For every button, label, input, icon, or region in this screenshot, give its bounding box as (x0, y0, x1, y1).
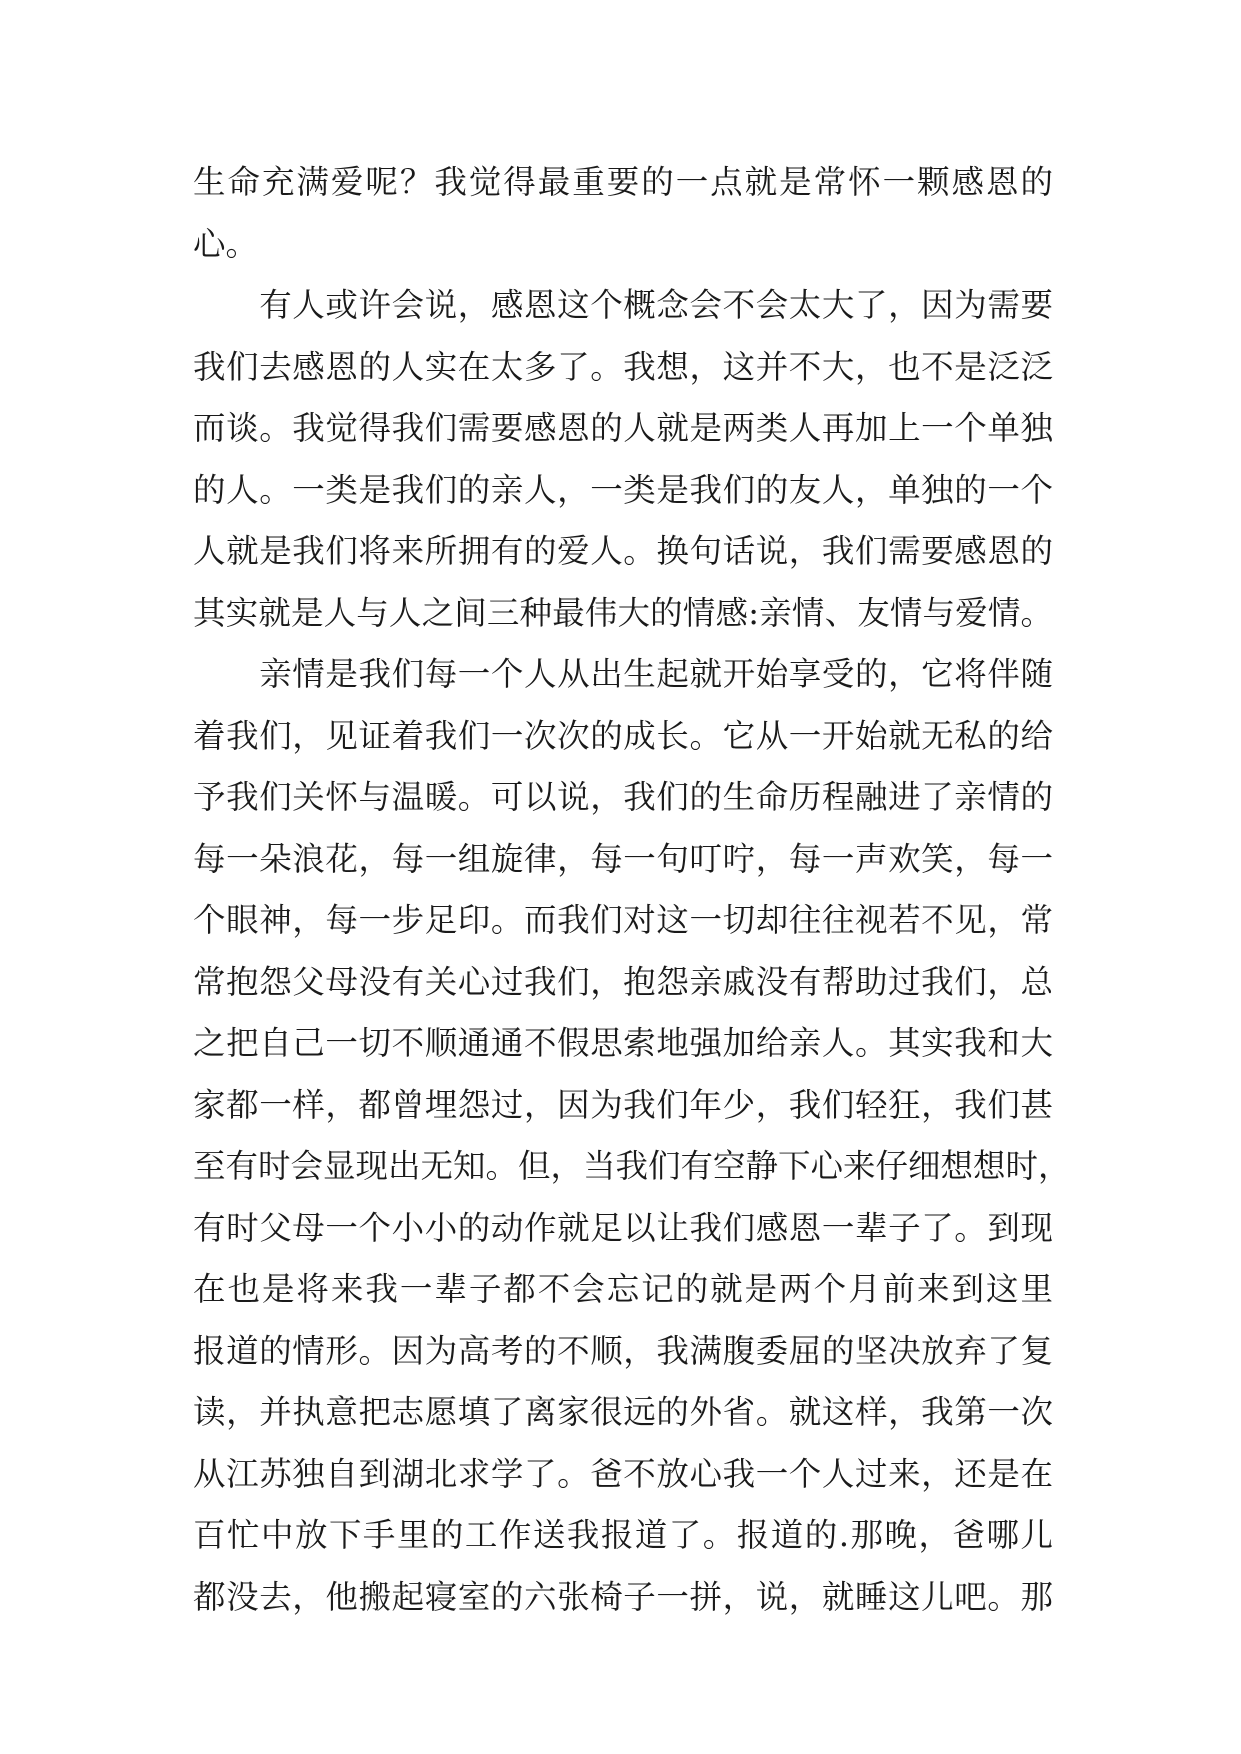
text-line: 每一朵浪花，每一组旋律，每一句叮咛，每一声欢笑，每一 (193, 839, 1053, 878)
text-line: 着我们，见证着我们一次次的成长。它从一开始就无私的给 (193, 716, 1053, 755)
text-line: 百忙中放下手里的工作送我报道了。报道的.那晚，爸哪儿 (193, 1516, 1053, 1554)
text-line: 常抱怨父母没有关心过我们，抱怨亲戚没有帮助过我们，总 (193, 962, 1053, 1001)
text-line: 而谈。我觉得我们需要感恩的人就是两类人再加上一个单独 (193, 409, 1053, 447)
text-line: 有人或许会说，感恩这个概念会不会太大了，因为需要 (193, 286, 1053, 324)
text-line: 我们去感恩的人实在太多了。我想，这并不大，也不是泛泛 (193, 347, 1053, 386)
text-line: 在也是将来我一辈子都不会忘记的就是两个月前来到这里 (193, 1270, 1053, 1308)
text-line: 生命充满爱呢？我觉得最重要的一点就是常怀一颗感恩的 (193, 163, 1053, 201)
text-line: 其实就是人与人之间三种最伟大的情感:亲情、友情与爱情。 (193, 593, 1053, 632)
text-line: 亲情是我们每一个人从出生起就开始享受的，它将伴随 (193, 655, 1053, 693)
body-text (193, 152, 1071, 1628)
text-line: 读，并执意把志愿填了离家很远的外省。就这样，我第一次 (193, 1393, 1053, 1431)
text-line: 之把自己一切不顺通通不假思索地强加给亲人。其实我和大 (193, 1024, 1053, 1062)
text-line: 家都一样，都曾埋怨过，因为我们年少，我们轻狂，我们甚 (193, 1085, 1053, 1124)
text-line: 报道的情形。因为高考的不顺，我满腹委屈的坚决放弃了复 (193, 1331, 1053, 1370)
text-line: 的人。一类是我们的亲人，一类是我们的友人，单独的一个 (193, 470, 1053, 509)
text-line: 人就是我们将来所拥有的爱人。换句话说，我们需要感恩的 (193, 532, 1053, 570)
text-line: 个眼神，每一步足印。而我们对这一切却往往视若不见，常 (193, 901, 1053, 939)
text-line: 至有时会显现出无知。但，当我们有空静下心来仔细想想时， (193, 1147, 1071, 1185)
text-line: 有时父母一个小小的动作就足以让我们感恩一辈子了。到现 (193, 1208, 1053, 1247)
text-line: 从江苏独自到湖北求学了。爸不放心我一个人过来，还是在 (193, 1454, 1053, 1493)
text-line: 予我们关怀与温暖。可以说，我们的生命历程融进了亲情的 (193, 778, 1053, 816)
text-line: 都没去，他搬起寝室的六张椅子一拼，说，就睡这儿吧。那 (193, 1577, 1053, 1616)
text-line: 心。 (193, 224, 259, 263)
